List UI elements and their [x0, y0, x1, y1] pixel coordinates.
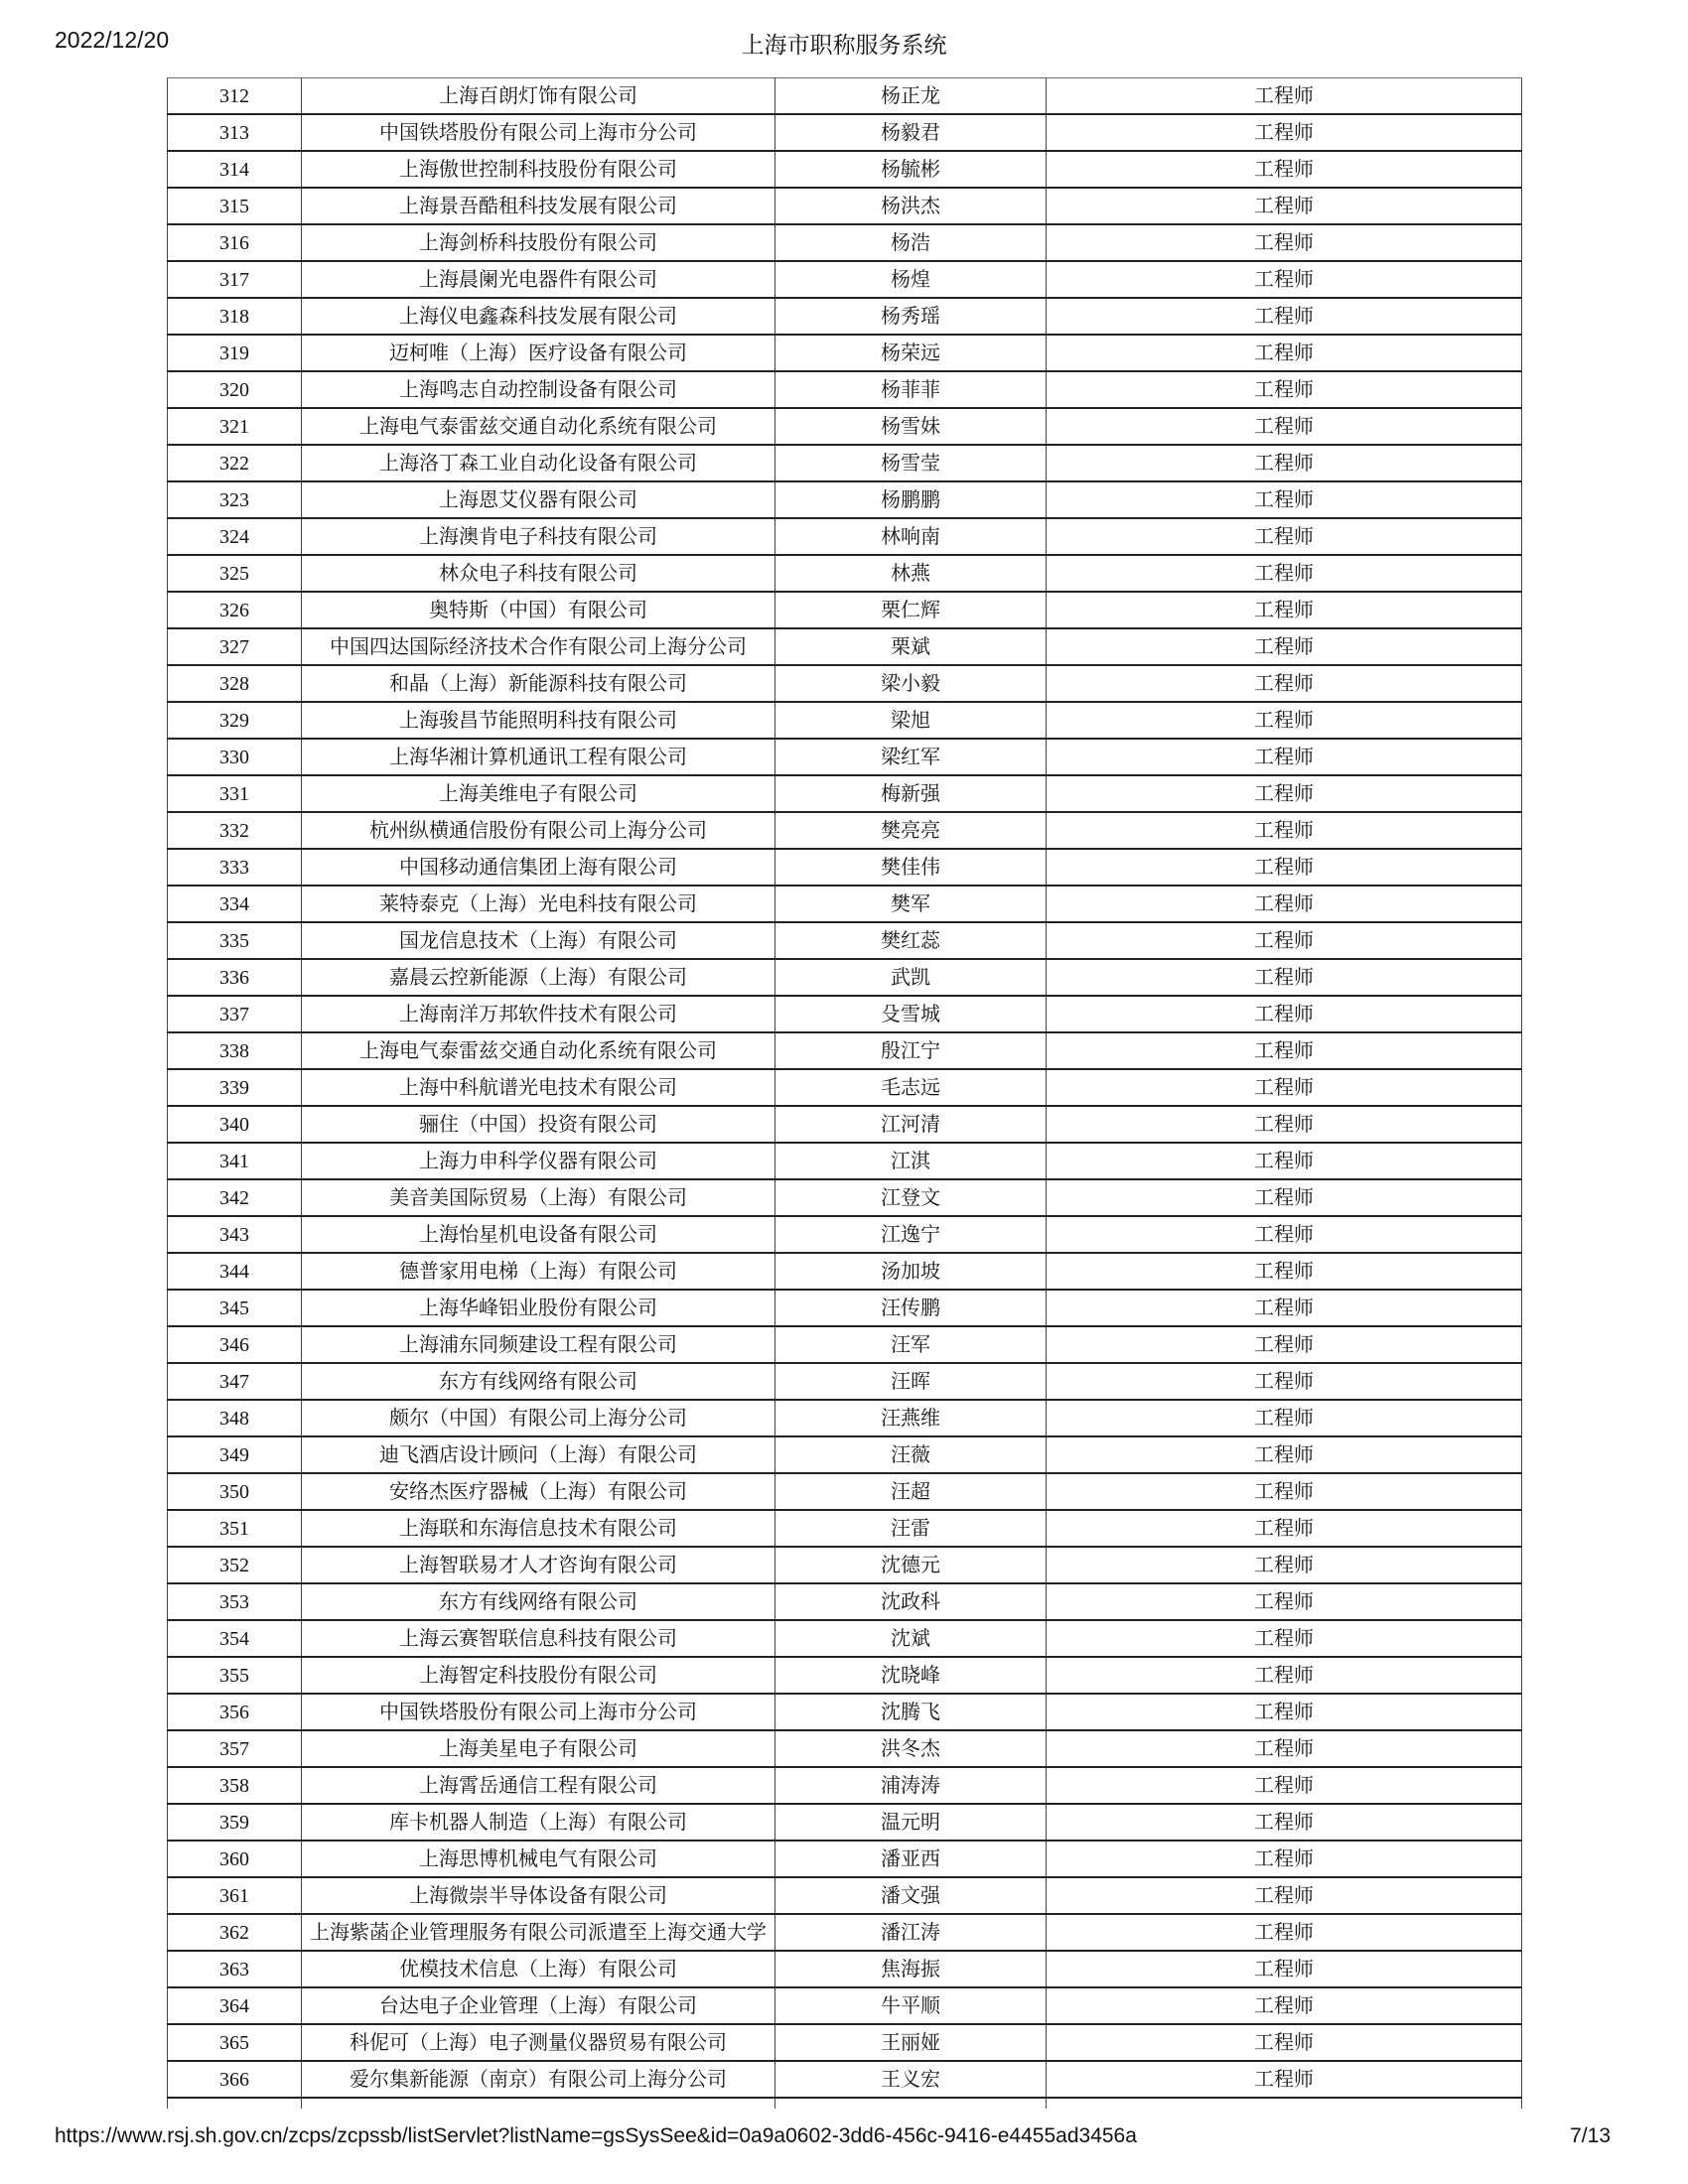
table-row: [167, 813, 1522, 850]
cell-company: 上海景吾酷租科技发展有限公司: [301, 189, 774, 223]
cell-index: 319: [167, 336, 301, 370]
cell-title: 工程师: [1046, 1878, 1522, 1913]
cell-person-name: 洪冬杰: [774, 1731, 1046, 1766]
cell-company: [301, 2099, 774, 2109]
cell-company: 上海仪电鑫森科技发展有限公司: [301, 299, 774, 334]
cell-title: 工程师: [1046, 1107, 1522, 1142]
cell-index: 335: [167, 923, 301, 958]
cell-index: 312: [167, 78, 301, 113]
table-row: [167, 1291, 1522, 1327]
table-row: [167, 152, 1522, 189]
cell-company: 台达电子企业管理（上海）有限公司: [301, 1988, 774, 2023]
table-row: [167, 556, 1522, 593]
cell-title: 工程师: [1046, 1952, 1522, 1986]
cell-title: 工程师: [1046, 299, 1522, 334]
cell-person-name: 樊军: [774, 887, 1046, 921]
cell-index: 364: [167, 1988, 301, 2023]
table-row: [167, 1327, 1522, 1364]
cell-title: 工程师: [1046, 703, 1522, 738]
cell-company: 上海骏昌节能照明科技有限公司: [301, 703, 774, 738]
cell-index: 361: [167, 1878, 301, 1913]
table-row: [167, 1621, 1522, 1658]
cell-index: 348: [167, 1401, 301, 1435]
cell-company: 科伲可（上海）电子测量仪器贸易有限公司: [301, 2025, 774, 2060]
cell-title: [1046, 2099, 1522, 2109]
cell-person-name: 樊红蕊: [774, 923, 1046, 958]
cell-company: 上海美维电子有限公司: [301, 776, 774, 811]
table-row: [167, 887, 1522, 923]
cell-company: 安络杰医疗器械（上海）有限公司: [301, 1474, 774, 1509]
table-row: [167, 336, 1522, 372]
cell-index: 322: [167, 446, 301, 480]
cell-index: 359: [167, 1805, 301, 1840]
cell-title: 工程师: [1046, 1033, 1522, 1068]
cell-title: 工程师: [1046, 1364, 1522, 1399]
cell-title: 工程师: [1046, 1511, 1522, 1546]
cell-person-name: 汪超: [774, 1474, 1046, 1509]
table-row: [167, 1842, 1522, 1878]
cell-company: 林众电子科技有限公司: [301, 556, 774, 591]
table-row: [167, 1254, 1522, 1291]
cell-title: 工程师: [1046, 1327, 1522, 1362]
cell-company: 美音美国际贸易（上海）有限公司: [301, 1180, 774, 1215]
cell-company: 上海鸣志自动控制设备有限公司: [301, 372, 774, 407]
cell-person-name: 梁旭: [774, 703, 1046, 738]
table-row: [167, 299, 1522, 336]
cell-title: 工程师: [1046, 887, 1522, 921]
cell-title: 工程师: [1046, 1548, 1522, 1582]
cell-company: 上海洛丁森工业自动化设备有限公司: [301, 446, 774, 480]
table-row: [167, 446, 1522, 482]
cell-person-name: 沈腾飞: [774, 1695, 1046, 1729]
cell-person-name: 沈晓峰: [774, 1658, 1046, 1693]
cell-company: 奥特斯（中国）有限公司: [301, 593, 774, 627]
cell-company: 颇尔（中国）有限公司上海分公司: [301, 1401, 774, 1435]
cell-title: 工程师: [1046, 740, 1522, 774]
cell-person-name: 潘江涛: [774, 1915, 1046, 1950]
cell-index: 336: [167, 960, 301, 995]
table-row: [167, 629, 1522, 666]
cell-person-name: 梅新强: [774, 776, 1046, 811]
cell-company: 上海紫菡企业管理服务有限公司派遣至上海交通大学: [301, 1915, 774, 1950]
cell-person-name: 江河清: [774, 1107, 1046, 1142]
cell-index: 333: [167, 850, 301, 885]
cell-person-name: 殷江宁: [774, 1033, 1046, 1068]
cell-company: 上海中科航谱光电技术有限公司: [301, 1070, 774, 1105]
cell-person-name: 汪薇: [774, 1437, 1046, 1472]
cell-company: 骊住（中国）投资有限公司: [301, 1107, 774, 1142]
cell-title: 工程师: [1046, 262, 1522, 297]
cell-company: 上海电气泰雷兹交通自动化系统有限公司: [301, 1033, 774, 1068]
table-row: [167, 1217, 1522, 1254]
table-row: [167, 666, 1522, 703]
cell-title: 工程师: [1046, 1437, 1522, 1472]
cell-person-name: 杨毓彬: [774, 152, 1046, 187]
cell-company: 中国铁塔股份有限公司上海市分公司: [301, 115, 774, 150]
cell-title: 工程师: [1046, 1805, 1522, 1840]
table-row: [167, 115, 1522, 152]
table-row: [167, 262, 1522, 299]
cell-person-name: 樊亮亮: [774, 813, 1046, 848]
cell-title: 工程师: [1046, 1842, 1522, 1876]
cell-title: 工程师: [1046, 923, 1522, 958]
cell-company: 上海电气泰雷兹交通自动化系统有限公司: [301, 409, 774, 444]
cell-person-name: [774, 2099, 1046, 2109]
table-row: [167, 1878, 1522, 1915]
cell-company: 东方有线网络有限公司: [301, 1364, 774, 1399]
cell-person-name: 汪燕维: [774, 1401, 1046, 1435]
table-row: [167, 1988, 1522, 2025]
cell-index: 329: [167, 703, 301, 738]
cell-company: 上海联和东海信息技术有限公司: [301, 1511, 774, 1546]
cell-person-name: 潘文强: [774, 1878, 1046, 1913]
cell-title: 工程师: [1046, 1988, 1522, 2023]
table-row: [167, 593, 1522, 629]
cell-person-name: 王义宏: [774, 2062, 1046, 2097]
cell-title: 工程师: [1046, 776, 1522, 811]
cell-title: 工程师: [1046, 336, 1522, 370]
page-title: 上海市职称服务系统: [741, 32, 947, 58]
cell-title: 工程师: [1046, 1291, 1522, 1325]
cell-index: 358: [167, 1768, 301, 1803]
cell-index: 340: [167, 1107, 301, 1142]
cell-company: 上海智联易才人才咨询有限公司: [301, 1548, 774, 1582]
cell-person-name: 殳雪城: [774, 997, 1046, 1031]
cell-company: 嘉晨云控新能源（上海）有限公司: [301, 960, 774, 995]
cell-person-name: 林燕: [774, 556, 1046, 591]
table-row: [167, 740, 1522, 776]
cell-index: 324: [167, 519, 301, 554]
cell-company: 上海恩艾仪器有限公司: [301, 482, 774, 517]
cell-index: 342: [167, 1180, 301, 1215]
cell-company: 杭州纵横通信股份有限公司上海分公司: [301, 813, 774, 848]
table-row: [167, 1437, 1522, 1474]
cell-title: 工程师: [1046, 446, 1522, 480]
cell-index: 345: [167, 1291, 301, 1325]
cell-person-name: 杨洪杰: [774, 189, 1046, 223]
cell-index: 339: [167, 1070, 301, 1105]
cell-person-name: 杨鹏鹏: [774, 482, 1046, 517]
cell-person-name: 沈德元: [774, 1548, 1046, 1582]
cell-index: 318: [167, 299, 301, 334]
cell-title: 工程师: [1046, 1658, 1522, 1693]
cell-company: 上海思博机械电气有限公司: [301, 1842, 774, 1876]
table-row: [167, 1364, 1522, 1401]
cell-index: 314: [167, 152, 301, 187]
cell-index: 365: [167, 2025, 301, 2060]
table-row: [167, 225, 1522, 262]
cell-person-name: 梁小毅: [774, 666, 1046, 701]
cell-index: 332: [167, 813, 301, 848]
cell-index: 344: [167, 1254, 301, 1289]
print-footer-url: https://www.rsj.sh.gov.cn/zcps/zcpssb/listServlet?listName=gsSysSee&id=0a9a0602-3dd6-456c-9416-e4455ad3456a: [55, 2124, 1137, 2147]
table-row: [167, 1474, 1522, 1511]
cell-index: 351: [167, 1511, 301, 1546]
cell-title: 工程师: [1046, 1474, 1522, 1509]
cell-person-name: 汪晖: [774, 1364, 1046, 1399]
cell-person-name: 江淇: [774, 1144, 1046, 1178]
cell-company: 德普家用电梯（上海）有限公司: [301, 1254, 774, 1289]
cell-title: 工程师: [1046, 372, 1522, 407]
cell-person-name: 栗仁辉: [774, 593, 1046, 627]
cell-company: 迪飞酒店设计顾问（上海）有限公司: [301, 1437, 774, 1472]
cell-title: 工程师: [1046, 593, 1522, 627]
cell-person-name: 焦海振: [774, 1952, 1046, 1986]
cell-person-name: 牛平顺: [774, 1988, 1046, 2023]
table-row: [167, 2025, 1522, 2062]
cell-index: 352: [167, 1548, 301, 1582]
cell-index: 354: [167, 1621, 301, 1656]
cell-company: 上海傲世控制科技股份有限公司: [301, 152, 774, 187]
table-row: [167, 482, 1522, 519]
cell-company: 国龙信息技术（上海）有限公司: [301, 923, 774, 958]
cell-person-name: 王丽娅: [774, 2025, 1046, 2060]
cell-title: 工程师: [1046, 482, 1522, 517]
table-row: [167, 409, 1522, 446]
cell-title: 工程师: [1046, 1180, 1522, 1215]
cell-index: 357: [167, 1731, 301, 1766]
cell-person-name: 杨雪妹: [774, 409, 1046, 444]
cell-index: [167, 2099, 301, 2109]
cell-index: 363: [167, 1952, 301, 1986]
cell-title: 工程师: [1046, 1915, 1522, 1950]
cell-company: 上海霄岳通信工程有限公司: [301, 1768, 774, 1803]
table-row: [167, 1952, 1522, 1988]
cell-index: 316: [167, 225, 301, 260]
cell-person-name: 武凯: [774, 960, 1046, 995]
cell-company: 上海南洋万邦软件技术有限公司: [301, 997, 774, 1031]
table-row: [167, 703, 1522, 740]
cell-company: 上海华湘计算机通讯工程有限公司: [301, 740, 774, 774]
cell-index: 349: [167, 1437, 301, 1472]
cell-index: 356: [167, 1695, 301, 1729]
cell-title: 工程师: [1046, 2062, 1522, 2097]
cell-index: 341: [167, 1144, 301, 1178]
cell-index: 325: [167, 556, 301, 591]
table-row: [167, 519, 1522, 556]
cell-person-name: 江逸宁: [774, 1217, 1046, 1252]
cell-title: 工程师: [1046, 225, 1522, 260]
cell-index: 353: [167, 1584, 301, 1619]
table-row: [167, 1805, 1522, 1842]
table-row-partial: [167, 2099, 1522, 2109]
cell-company: 和晶（上海）新能源科技有限公司: [301, 666, 774, 701]
table-row: [167, 189, 1522, 225]
cell-person-name: 浦涛涛: [774, 1768, 1046, 1803]
cell-title: 工程师: [1046, 960, 1522, 995]
cell-index: 338: [167, 1033, 301, 1068]
cell-company: 优模技术信息（上海）有限公司: [301, 1952, 774, 1986]
table-row: [167, 997, 1522, 1033]
cell-index: 321: [167, 409, 301, 444]
cell-title: 工程师: [1046, 997, 1522, 1031]
cell-person-name: 樊佳伟: [774, 850, 1046, 885]
cell-index: 326: [167, 593, 301, 627]
cell-index: 334: [167, 887, 301, 921]
cell-person-name: 温元明: [774, 1805, 1046, 1840]
cell-company: 中国四达国际经济技术合作有限公司上海分公司: [301, 629, 774, 664]
page-number: 7/13: [1570, 2124, 1611, 2147]
cell-person-name: 林响南: [774, 519, 1046, 554]
cell-title: 工程师: [1046, 813, 1522, 848]
cell-company: 上海百朗灯饰有限公司: [301, 78, 774, 113]
cell-title: 工程师: [1046, 1254, 1522, 1289]
cell-index: 328: [167, 666, 301, 701]
cell-company: 莱特泰克（上海）光电科技有限公司: [301, 887, 774, 921]
cell-title: 工程师: [1046, 1768, 1522, 1803]
cell-title: 工程师: [1046, 1144, 1522, 1178]
cell-index: 347: [167, 1364, 301, 1399]
cell-index: 366: [167, 2062, 301, 2097]
cell-index: 350: [167, 1474, 301, 1509]
cell-company: 上海力申科学仪器有限公司: [301, 1144, 774, 1178]
cell-person-name: 杨煌: [774, 262, 1046, 297]
cell-person-name: 毛志远: [774, 1070, 1046, 1105]
cell-company: 库卡机器人制造（上海）有限公司: [301, 1805, 774, 1840]
cell-person-name: 杨毅君: [774, 115, 1046, 150]
print-header-date: 2022/12/20: [55, 27, 170, 53]
table-row: [167, 1107, 1522, 1144]
cell-index: 330: [167, 740, 301, 774]
cell-index: 355: [167, 1658, 301, 1693]
cell-title: 工程师: [1046, 1070, 1522, 1105]
cell-person-name: 杨浩: [774, 225, 1046, 260]
cell-person-name: 汪军: [774, 1327, 1046, 1362]
cell-title: 工程师: [1046, 409, 1522, 444]
cell-title: 工程师: [1046, 1621, 1522, 1656]
cell-index: 315: [167, 189, 301, 223]
cell-company: 迈柯唯（上海）医疗设备有限公司: [301, 336, 774, 370]
cell-index: 362: [167, 1915, 301, 1950]
cell-company: 上海澳肯电子科技有限公司: [301, 519, 774, 554]
cell-company: 上海华峰铝业股份有限公司: [301, 1291, 774, 1325]
cell-title: 工程师: [1046, 115, 1522, 150]
cell-person-name: 汤加坡: [774, 1254, 1046, 1289]
cell-company: 上海美星电子有限公司: [301, 1731, 774, 1766]
table-row: [167, 1144, 1522, 1180]
table-row: [167, 923, 1522, 960]
cell-index: 327: [167, 629, 301, 664]
cell-company: 上海怡星机电设备有限公司: [301, 1217, 774, 1252]
cell-company: 上海晨阑光电器件有限公司: [301, 262, 774, 297]
table-row: [167, 850, 1522, 887]
cell-title: 工程师: [1046, 78, 1522, 113]
cell-company: 爱尔集新能源（南京）有限公司上海分公司: [301, 2062, 774, 2097]
table-row: [167, 1658, 1522, 1695]
cell-company: 上海浦东同频建设工程有限公司: [301, 1327, 774, 1362]
cell-person-name: 潘亚西: [774, 1842, 1046, 1876]
cell-person-name: 杨荣远: [774, 336, 1046, 370]
table-row: [167, 1033, 1522, 1070]
cell-title: 工程师: [1046, 1731, 1522, 1766]
cell-person-name: 杨秀瑶: [774, 299, 1046, 334]
cell-title: 工程师: [1046, 1584, 1522, 1619]
cell-company: 中国移动通信集团上海有限公司: [301, 850, 774, 885]
table-row: [167, 2062, 1522, 2099]
table-row: [167, 1584, 1522, 1621]
cell-person-name: 江登文: [774, 1180, 1046, 1215]
table-row: [167, 372, 1522, 409]
table-row: [167, 1180, 1522, 1217]
cell-index: 313: [167, 115, 301, 150]
cell-person-name: 沈斌: [774, 1621, 1046, 1656]
table-row: [167, 1548, 1522, 1584]
cell-title: 工程师: [1046, 1401, 1522, 1435]
cell-index: 337: [167, 997, 301, 1031]
cell-company: 东方有线网络有限公司: [301, 1584, 774, 1619]
cell-title: 工程师: [1046, 2025, 1522, 2060]
cell-index: 346: [167, 1327, 301, 1362]
cell-index: 317: [167, 262, 301, 297]
cell-person-name: 梁红军: [774, 740, 1046, 774]
table-row: [167, 960, 1522, 997]
cell-company: 上海智定科技股份有限公司: [301, 1658, 774, 1693]
cell-company: 上海云赛智联信息科技有限公司: [301, 1621, 774, 1656]
cell-title: 工程师: [1046, 1217, 1522, 1252]
cell-person-name: 杨正龙: [774, 78, 1046, 113]
table-row: [167, 776, 1522, 813]
cell-company: 上海剑桥科技股份有限公司: [301, 225, 774, 260]
cell-person-name: 杨雪莹: [774, 446, 1046, 480]
cell-person-name: 栗斌: [774, 629, 1046, 664]
table-row: [167, 78, 1522, 115]
cell-person-name: 汪雷: [774, 1511, 1046, 1546]
title-list-table: [167, 77, 1522, 2109]
cell-title: 工程师: [1046, 666, 1522, 701]
cell-company: 上海微崇半导体设备有限公司: [301, 1878, 774, 1913]
table-row: [167, 1768, 1522, 1805]
cell-title: 工程师: [1046, 152, 1522, 187]
cell-title: 工程师: [1046, 189, 1522, 223]
cell-title: 工程师: [1046, 519, 1522, 554]
table-row: [167, 1695, 1522, 1731]
cell-company: 中国铁塔股份有限公司上海市分公司: [301, 1695, 774, 1729]
table-row: [167, 1401, 1522, 1437]
cell-title: 工程师: [1046, 629, 1522, 664]
cell-person-name: 汪传鹏: [774, 1291, 1046, 1325]
cell-index: 331: [167, 776, 301, 811]
cell-index: 323: [167, 482, 301, 517]
table-row: [167, 1511, 1522, 1548]
cell-title: 工程师: [1046, 1695, 1522, 1729]
cell-index: 343: [167, 1217, 301, 1252]
table-row: [167, 1915, 1522, 1952]
cell-person-name: 沈政科: [774, 1584, 1046, 1619]
cell-index: 320: [167, 372, 301, 407]
cell-title: 工程师: [1046, 850, 1522, 885]
table-row: [167, 1070, 1522, 1107]
cell-title: 工程师: [1046, 556, 1522, 591]
table-row: [167, 1731, 1522, 1768]
cell-index: 360: [167, 1842, 301, 1876]
cell-person-name: 杨菲菲: [774, 372, 1046, 407]
